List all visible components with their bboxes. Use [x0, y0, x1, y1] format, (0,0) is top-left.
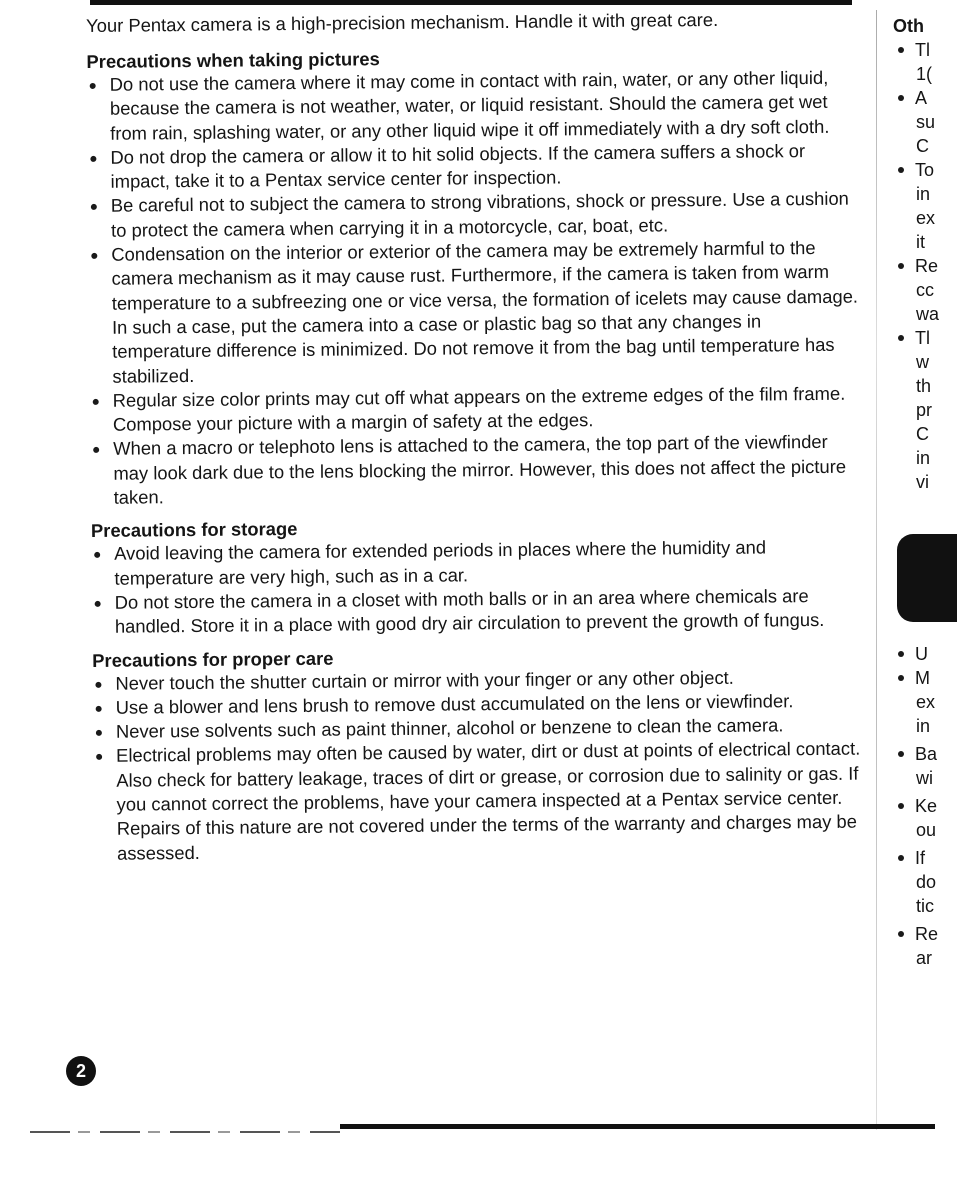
fragment-line: w	[916, 352, 929, 372]
fragment-line: 1(	[916, 64, 933, 84]
section-storage	[91, 513, 862, 640]
list-item: Use a blower and lens brush to remove dust accumulated on the lens or viewfinder.	[93, 688, 863, 720]
fragment-line: ar	[916, 948, 933, 968]
page-gutter	[876, 10, 877, 1130]
top-rule	[90, 0, 852, 5]
list-item: Never use solvents such as paint thinner, alcohol or benzene to clean the camera.	[93, 713, 863, 745]
fragment-line: vi	[916, 472, 929, 492]
list-item: When a macro or telephoto lens is attached to the camera, the top part of the viewfinder may look dark due to the lens blocking the mirror. However, this does not affect the picture taken.	[90, 430, 861, 510]
fragment-line: wa	[916, 304, 940, 324]
list-item: Do not use the camera where it may come in contact with rain, water, or any other liquid, because the camera is not weather, water, or liquid resistant. Should the camera get wet from rain, splashing water, or any other liquid wipe it off immediately with a dry soft cloth.	[87, 66, 858, 146]
list-item: Be careful not to subject the camera to strong vibrations, shock or pressure. Use a cushion to protect the camera when carrying it in a motorcycle, car, boat, etc.	[88, 187, 858, 243]
left-page	[86, 7, 864, 876]
bottom-rule-faint	[30, 1131, 340, 1133]
fragment-line: C	[916, 136, 929, 156]
fragment-line: pr	[916, 400, 933, 420]
fragment-line: C	[916, 424, 929, 444]
list-item: Do not drop the camera or allow it to hit solid objects. If the camera suffers a shock or impact, take it to a Pentax service center for inspection.	[87, 138, 857, 194]
fragment-line: U	[893, 642, 928, 666]
bullet-list	[91, 535, 862, 640]
fragment-line: Re	[893, 922, 938, 946]
section-title: Precautions for storage	[90, 518, 298, 542]
right-page-fragment	[893, 14, 940, 974]
fragment-line: Ba	[893, 742, 937, 766]
fragment-line: Re	[893, 254, 938, 278]
fragment-line: To	[893, 158, 934, 182]
fragment-line: ou	[916, 820, 937, 840]
fragment-line: it	[916, 232, 925, 252]
fragment-line: tic	[916, 896, 934, 916]
fragment-line: do	[916, 872, 937, 892]
page-number-badge: 2	[66, 1056, 96, 1086]
list-item: Electrical problems may often be caused by water, dirt or dust at points of electrical contact. Also check for battery leakage, traces of dirt or grease, or corrosion due to salinity or gas. If you cannot correct the problems, have your camera inspected at a Pentax service center. Repairs of this nature are not covered under the terms of the warranty and charges may be assessed.	[93, 737, 864, 866]
fragment-line: su	[916, 112, 936, 132]
chapter-tab	[897, 534, 957, 622]
fragment-line: Ke	[893, 794, 937, 818]
list-item: Avoid leaving the camera for extended periods in places where the humidity and temperature are very high, such as in a car.	[91, 535, 861, 591]
bullet-list	[92, 664, 864, 866]
fragment-line: wi	[916, 768, 933, 788]
bullet-list	[87, 66, 861, 511]
list-item: Condensation on the interior or exterior of the camera may be extremely harmful to the camera mechanism as it may cause rust. Furthermore, if the camera is taken from warm temperature to a subfreezing one or vice versa, the formation of icelets may cause damage. In such a case, put the camera into a case or plastic bag so that any changes in temperature difference is minimized. Do not remove it from the bag until temperature has stabilized.	[88, 236, 859, 389]
fragment-line: A	[893, 86, 927, 110]
fragment-line: ex	[916, 208, 936, 228]
list-item: Do not store the camera in a closet with moth balls or in an area where chemicals are handled. Store it in a place with good dry air circulation to prevent the growth of fungus.	[92, 584, 862, 640]
section-title: Precautions for proper care	[92, 647, 334, 671]
fragment-line: If	[893, 846, 925, 870]
section-title: Precautions when taking pictures	[86, 48, 380, 72]
fragment-line: ex	[916, 692, 936, 712]
list-item: Regular size color prints may cut off what appears on the extreme edges of the film frame. Compose your picture with a margin of safety at the edges.	[90, 381, 860, 437]
fragment-heading: Oth	[893, 16, 924, 36]
list-item: Never touch the shutter curtain or mirror with your finger or any other object.	[92, 664, 862, 696]
fragment-line: th	[916, 376, 932, 396]
fragment-line: cc	[916, 280, 934, 300]
section-proper-care	[92, 642, 864, 866]
bottom-rule	[340, 1124, 935, 1129]
section-taking-pictures	[86, 44, 860, 511]
fragment-line: Tl	[893, 38, 930, 62]
intro-text: Your Pentax camera is a high-precision mechanism. Handle it with great care.	[86, 8, 719, 36]
fragment-line: in	[916, 448, 931, 468]
fragment-line: M	[893, 666, 930, 690]
fragment-line: in	[916, 716, 931, 736]
fragment-line: in	[916, 184, 931, 204]
fragment-line: Tl	[893, 326, 930, 350]
